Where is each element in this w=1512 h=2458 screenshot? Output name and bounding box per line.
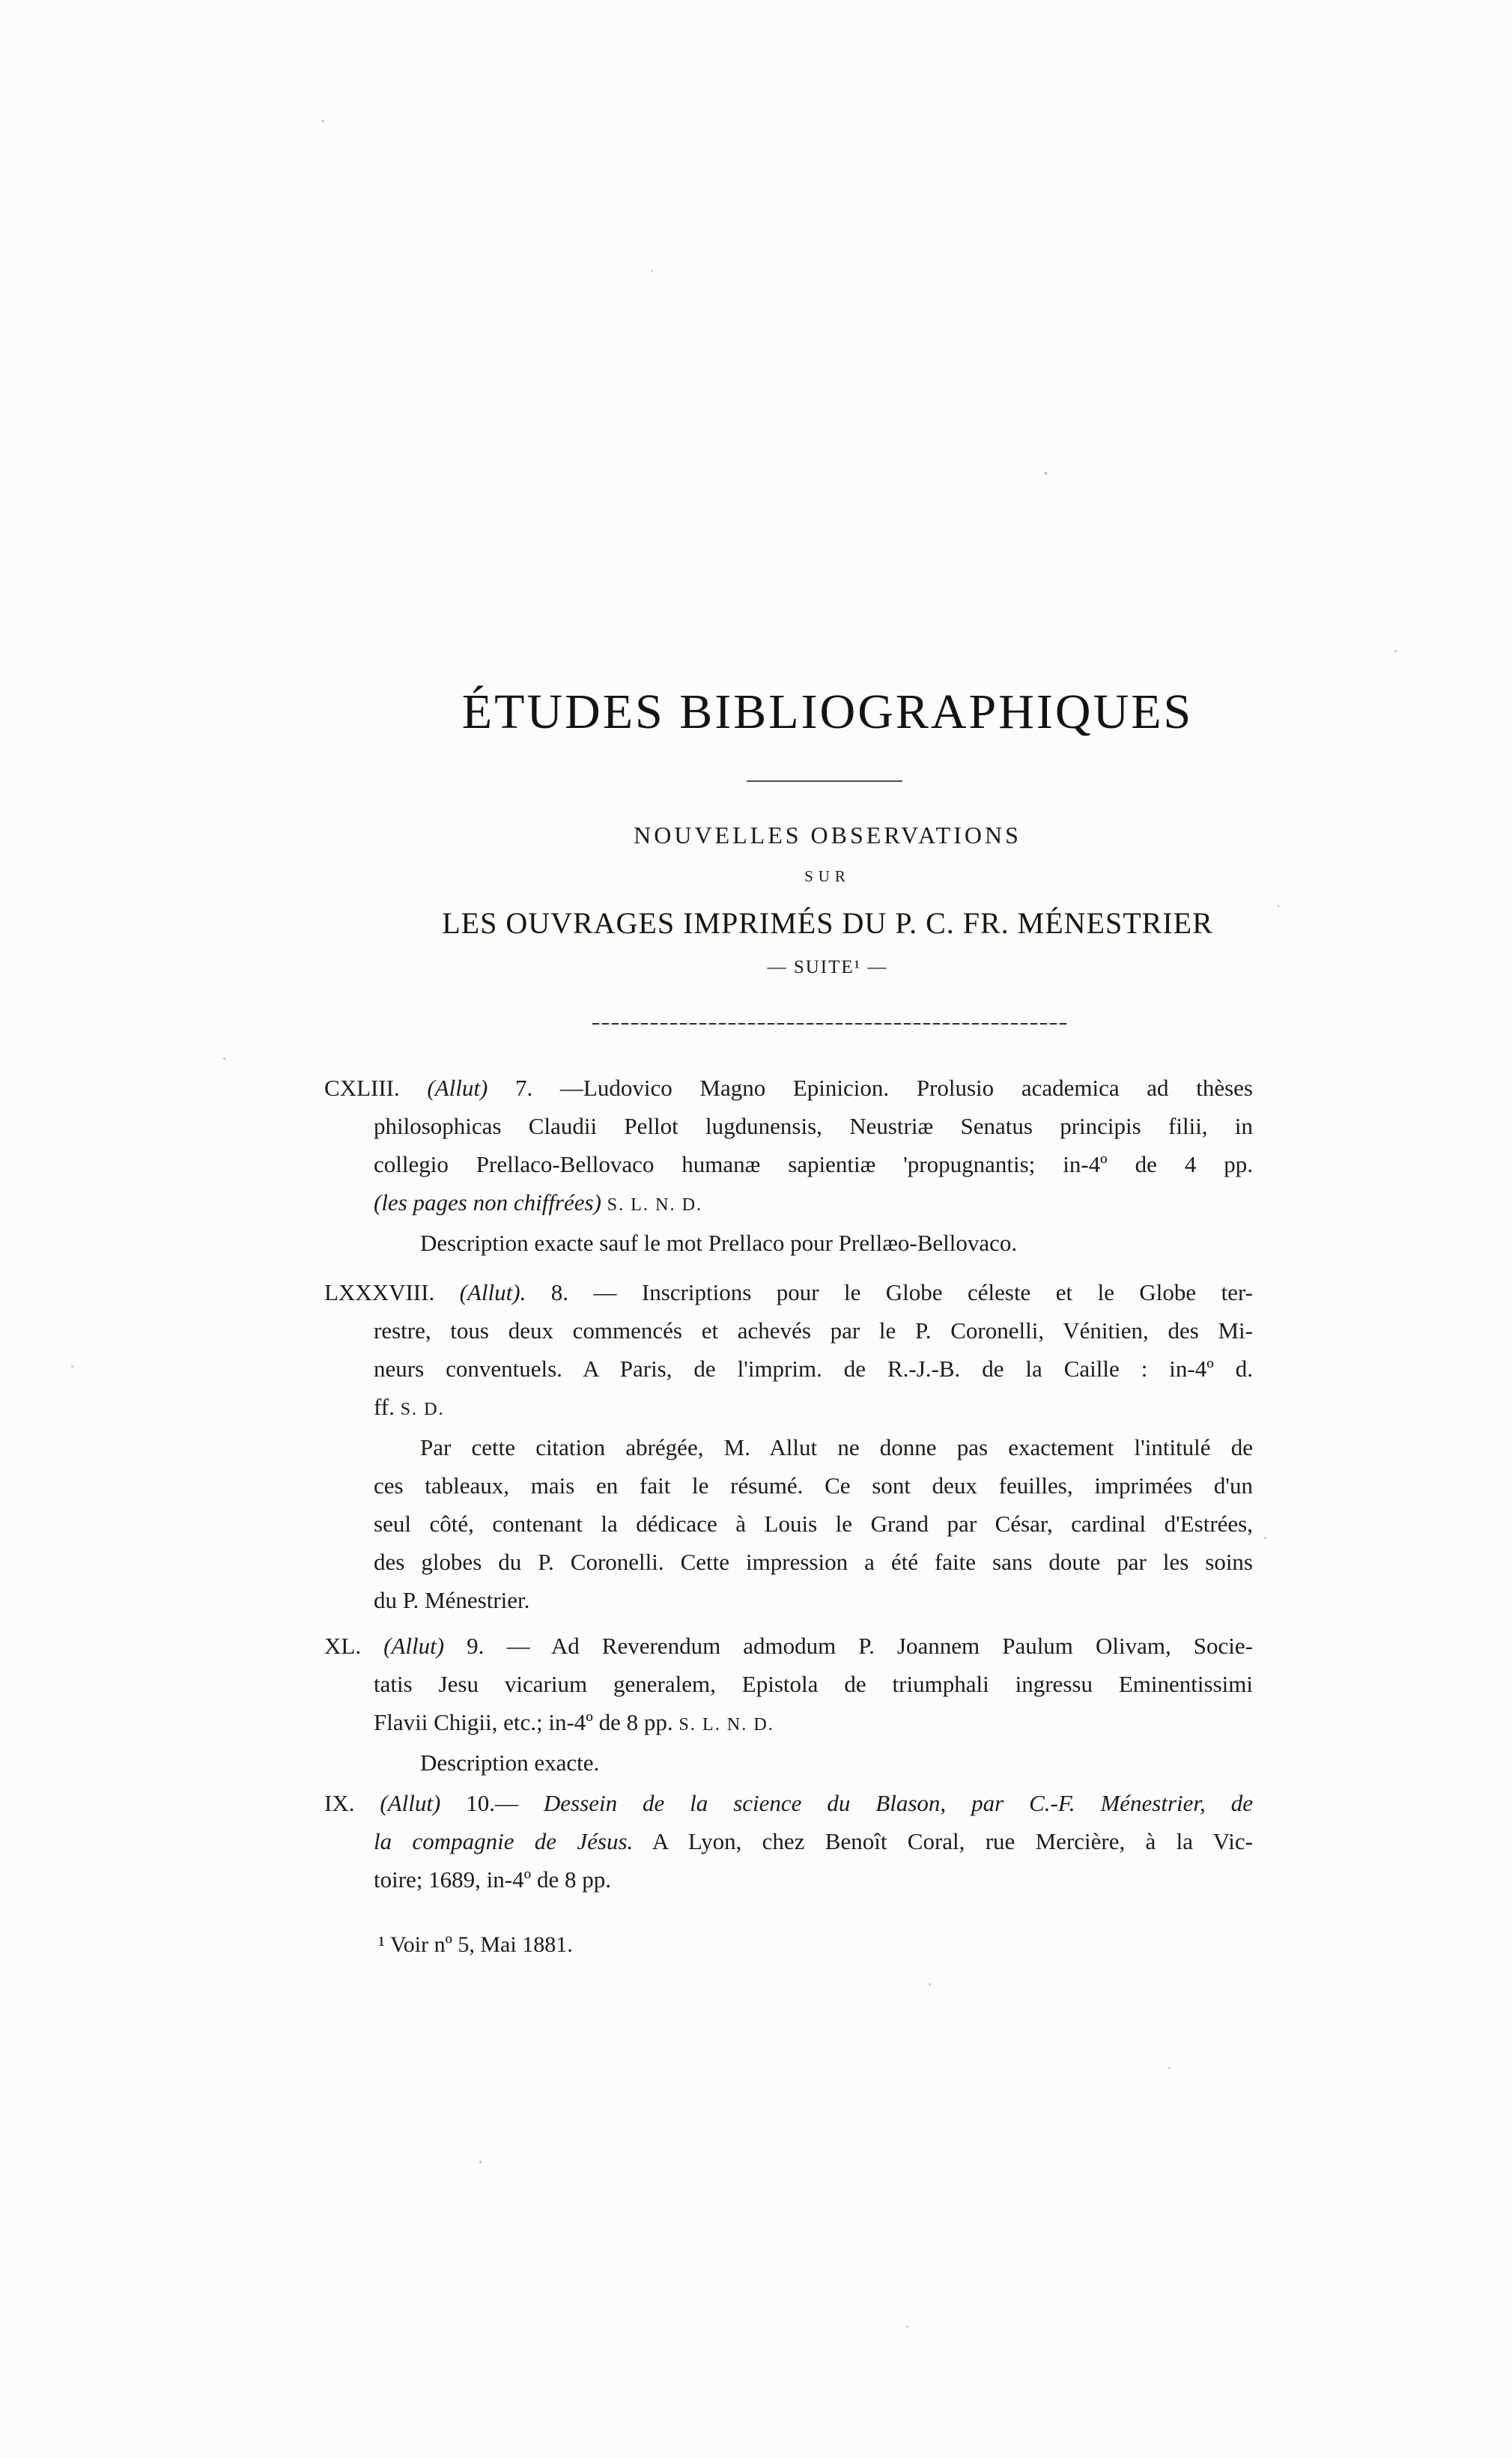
scan-speckle — [479, 2161, 482, 2164]
bibliography-entry-lxxxviii — [324, 1273, 1253, 1619]
text-segment: 10.— — [440, 1790, 544, 1816]
text-segment: S. L. N. D. — [678, 1714, 774, 1735]
scan-speckle — [1394, 650, 1397, 652]
bibliography-entry-xl — [324, 1627, 1253, 1782]
text-segment: XL. — [324, 1633, 384, 1659]
text-segment: CXLIII. — [324, 1075, 428, 1101]
text-segment: Description exacte. — [420, 1750, 600, 1776]
text-line — [374, 1703, 1253, 1744]
text-line — [374, 1505, 1253, 1543]
text-segment: (Allut) — [383, 1633, 445, 1659]
text-line — [374, 1350, 1253, 1388]
text-segment: (les pages non chiffrées) — [374, 1189, 607, 1216]
suite-note: — SUITE¹ — — [767, 957, 888, 977]
subtitle-sur: SUR — [804, 867, 851, 885]
text-segment: du P. Ménestrier. — [374, 1587, 530, 1613]
scan-speckle — [322, 120, 324, 122]
text-line — [324, 1784, 1253, 1822]
title-rule — [747, 780, 902, 782]
text-segment: 7. —Ludovico Magno Epinicion. Prolusio academica ad thèses — [488, 1075, 1253, 1101]
scan-speckle — [1045, 472, 1047, 475]
text-line — [374, 1581, 1253, 1619]
scan-speckle — [652, 270, 653, 272]
text-line — [420, 1744, 1253, 1782]
text-segment: (Allut) — [427, 1075, 488, 1101]
scan-speckle — [1168, 2067, 1171, 2069]
text-segment: Description exacte sauf le mot Prellaco pour Prellæo-Bellovaco. — [420, 1230, 1018, 1256]
text-line — [324, 1627, 1253, 1665]
text-line — [374, 1860, 1253, 1899]
scan-speckle — [223, 1057, 225, 1060]
text-segment: tatis Jesu vicarium generalem, Epistola de triumphali ingressu Eminentissimi — [374, 1671, 1253, 1697]
scan-speckle — [906, 2325, 908, 2328]
text-segment: philosophicas Claudii Pellot lugdunensis, Neustriæ Senatus principis filii, in — [374, 1113, 1253, 1139]
text-line — [374, 1183, 1253, 1224]
text-segment: A Lyon, chez Benoît Coral, rue Mercière, à la Vic- — [633, 1828, 1253, 1854]
text-segment: (Allut) — [380, 1790, 441, 1816]
text-segment: toire; 1689, in-4º de 8 pp. — [374, 1866, 611, 1893]
subtitle-works: LES OUVRAGES IMPRIMÉS DU P. C. FR. MÉNESTRIER — [442, 906, 1213, 940]
text-line — [374, 1311, 1253, 1350]
text-line — [374, 1466, 1253, 1505]
scan-speckle — [929, 1983, 931, 1985]
text-segment: S. D. — [400, 1399, 445, 1419]
text-segment: Par cette citation abrégée, M. Allut ne donne pas exactement l'intitulé de — [420, 1434, 1253, 1460]
text-segment: seul côté, contenant la dédicace à Louis le Grand par César, cardinal d'Estrées, — [374, 1511, 1253, 1537]
text-line — [374, 1388, 1253, 1428]
text-segment: LXXXVIII. — [324, 1279, 460, 1305]
text-segment: neurs conventuels. A Paris, de l'imprim. de R.-J.-B. de la Caille : in-4º d. — [374, 1356, 1253, 1382]
text-segment: 9. — Ad Reverendum admodum P. Joannem Paulum Olivam, Socie- — [444, 1633, 1253, 1659]
text-line — [374, 1543, 1253, 1581]
text-line — [420, 1428, 1253, 1466]
text-segment: Flavii Chigii, etc.; in-4º de 8 pp. — [374, 1709, 679, 1735]
text-segment: (Allut). — [459, 1279, 526, 1305]
bibliography-entry-cxliii — [324, 1069, 1253, 1262]
scan-speckle — [1278, 905, 1279, 907]
text-line — [374, 1145, 1253, 1183]
text-segment: restre, tous deux commencés et achevés par le P. Coronelli, Vénitien, des Mi- — [374, 1317, 1253, 1344]
text-segment: ff. — [374, 1394, 401, 1420]
scan-speckle — [1264, 1537, 1266, 1539]
footnote: ¹ Voir nº 5, Mai 1881. — [378, 1932, 573, 1957]
text-line — [374, 1107, 1253, 1145]
text-segment: ces tableaux, mais en fait le résumé. Ce sont deux feuilles, imprimées d'un — [374, 1472, 1253, 1499]
journal-title: ÉTUDES BIBLIOGRAPHIQUES — [461, 685, 1194, 739]
text-segment: des globes du P. Coronelli. Cette impression a été faite sans doute par les soins — [374, 1549, 1253, 1575]
text-segment: IX. — [324, 1790, 380, 1816]
text-segment: S. L. N. D. — [607, 1195, 703, 1215]
text-line — [374, 1822, 1253, 1860]
text-segment: 8. — Inscriptions pour le Globe céleste et le Globe ter- — [526, 1279, 1253, 1305]
text-segment: collegio Prellaco-Bellovaco humanæ sapientiæ 'propugnantis; in-4º de 4 pp. — [374, 1151, 1253, 1177]
text-line — [420, 1224, 1253, 1262]
bibliography-text — [324, 1069, 1253, 1899]
bibliography-entry-ix — [324, 1784, 1253, 1899]
subtitle-observations: NOUVELLES OBSERVATIONS — [634, 822, 1021, 849]
scan-speckle — [71, 1365, 73, 1368]
text-segment: Dessein de la science du Blason, par C.-F. Ménestrier, de — [543, 1790, 1253, 1816]
text-line — [324, 1273, 1253, 1311]
text-segment: la compagnie de Jésus. — [374, 1828, 634, 1854]
section-rule — [592, 1023, 1067, 1025]
text-line — [374, 1665, 1253, 1703]
text-line — [324, 1069, 1253, 1107]
